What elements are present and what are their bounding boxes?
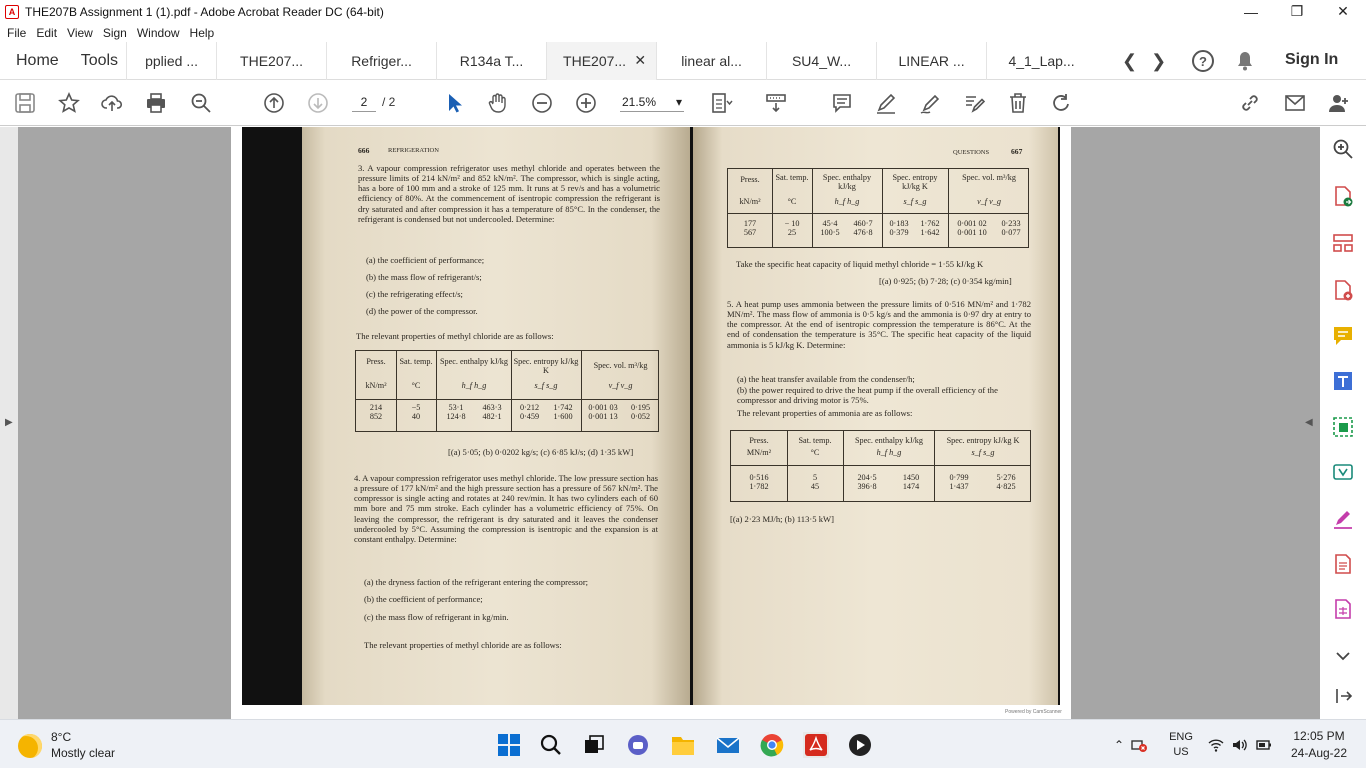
page-number: 667 <box>1011 147 1023 156</box>
save-icon[interactable] <box>13 91 37 115</box>
table-cell: 177 567 <box>743 219 757 238</box>
input-region[interactable]: US <box>1173 745 1189 758</box>
right-tools-panel <box>1320 127 1366 719</box>
tab-document[interactable] <box>656 42 766 80</box>
search-icon[interactable] <box>538 732 564 758</box>
page-number: 666 <box>358 146 370 155</box>
header-cell: s_f s_g <box>903 197 927 206</box>
table-cell: 0·001 03 0·001 13 <box>588 403 618 422</box>
table-cell: 460·7 476·8 <box>853 219 873 238</box>
clock-time[interactable]: 12:05 PM <box>1293 729 1345 744</box>
scroll-mode-icon[interactable] <box>764 91 788 115</box>
properties-caption: The relevant properties of methyl chloride are as follows: <box>356 331 554 341</box>
mail-icon[interactable] <box>715 732 741 758</box>
collapse-right-icon[interactable]: ◀ <box>1305 417 1313 428</box>
tab-label: Refriger... <box>351 52 412 69</box>
tab-document[interactable] <box>326 42 436 80</box>
acrobat-taskbar-icon[interactable] <box>803 732 829 758</box>
menu-file[interactable]: File <box>7 25 27 40</box>
tab-label: THE207... <box>240 52 304 69</box>
tab-label: 4_1_Lap... <box>1008 52 1075 69</box>
draw-icon[interactable] <box>918 91 942 115</box>
prev-page-icon[interactable] <box>262 91 286 115</box>
network-error-icon[interactable] <box>1130 737 1148 753</box>
tab-document-active[interactable] <box>546 42 656 80</box>
title-bar <box>0 0 1366 23</box>
email-icon[interactable] <box>1283 91 1307 115</box>
table-cell: 53·1 124·8 <box>446 403 466 422</box>
table-cell: 214 852 <box>369 403 383 422</box>
chevron-up-icon[interactable]: ⌃ <box>1114 737 1125 752</box>
table-cell: 204·5 396·8 <box>857 473 877 492</box>
add-user-icon[interactable] <box>1327 91 1351 115</box>
page-number-input[interactable]: 2 <box>352 92 376 112</box>
table-cell: 463·3 482·1 <box>482 403 502 422</box>
scan-ocr-icon[interactable] <box>1331 552 1355 576</box>
header-cell: °C <box>810 448 820 457</box>
properties-table <box>727 168 1029 248</box>
fit-page-icon[interactable] <box>710 91 734 115</box>
tab-bar <box>0 42 1366 80</box>
header-cell: Press. <box>749 436 769 445</box>
list-item: (b) the power required to drive the heat pump if the overall efficiency of the compressor and driving motor is 75%. <box>737 385 998 406</box>
clock-date[interactable]: 24-Aug-22 <box>1290 745 1348 760</box>
header-cell: Sat. temp. <box>775 173 809 182</box>
tab-label: linear al... <box>681 52 742 69</box>
tab-label: SU4_W... <box>791 52 852 69</box>
list-item: (b) the mass flow of refrigerant/s; <box>366 272 482 282</box>
hand-tool-icon[interactable] <box>486 91 510 115</box>
minimize-button[interactable]: — <box>1244 3 1258 20</box>
header-cell: °C <box>787 197 797 206</box>
teams-chat-icon[interactable] <box>625 732 651 758</box>
properties-caption: The relevant properties of ammonia are as follows: <box>737 408 913 418</box>
table-cell: 0·212 0·459 <box>519 403 540 422</box>
header-cell: Spec. entropy kJ/kg K <box>946 436 1020 445</box>
weather-description: Mostly clear <box>51 745 116 760</box>
note-text: Take the specific heat capacity of liquid methyl chloride = 1·55 kJ/kg K <box>736 259 984 269</box>
bookmark-star-icon[interactable] <box>57 91 81 115</box>
table-cell: 5·276 4·825 <box>996 473 1016 492</box>
tab-close-icon[interactable]: ✕ <box>634 52 647 68</box>
header-cell: s_f s_g <box>971 448 995 457</box>
header-cell: Press. <box>740 175 760 184</box>
highlight-pen-icon[interactable] <box>874 91 898 115</box>
header-cell: h_f h_g <box>461 381 487 390</box>
tab-document[interactable] <box>436 42 546 80</box>
tab-document[interactable] <box>876 42 986 80</box>
share-link-icon[interactable] <box>1238 91 1262 115</box>
zoom-value: 21.5% <box>622 94 657 109</box>
header-cell: kN/m² <box>739 197 761 206</box>
tab-label: pplied ... <box>145 52 199 69</box>
table-cell: 0·233 0·077 <box>1001 219 1021 238</box>
header-cell: h_f h_g <box>834 197 860 206</box>
export-pdf-icon[interactable] <box>1331 184 1355 208</box>
fill-sign-icon[interactable] <box>1331 507 1355 531</box>
compress-pdf-icon[interactable] <box>1331 415 1355 439</box>
zoom-out-icon[interactable] <box>530 91 554 115</box>
bell-icon[interactable] <box>1236 51 1254 71</box>
chrome-icon[interactable] <box>759 732 785 758</box>
wifi-icon[interactable] <box>1208 738 1224 752</box>
camscanner-watermark: Powered by CamScanner <box>1005 709 1062 715</box>
tools-link[interactable]: Tools <box>80 51 119 69</box>
zoom-level-select[interactable] <box>620 92 684 112</box>
header-cell: Spec. enthalpy kJ/kg <box>822 173 872 192</box>
properties-table <box>355 350 659 432</box>
tab-document[interactable] <box>766 42 876 80</box>
table-cell: 0·001 02 0·001 10 <box>957 219 987 238</box>
question-5: 5. A heat pump uses ammonia between the pressure limits of 0·516 MN/m² and 1·782 MN/m². The mass flow of ammonia is 0·5 kg/s and the ammonia is 0·97 dry at entry to the compressor. At the end of isentropic compression the temperature is 86°C. At the end of condensation the temperature is 35°C. The specific heat capacity of the liquid ammonia is 5 kJ/kg K. Determine: <box>727 299 1031 350</box>
table-cell: 1·762 1·642 <box>920 219 940 238</box>
header-cell: s_f s_g <box>534 381 558 390</box>
expand-left-icon[interactable]: ▶ <box>5 417 13 428</box>
media-player-icon[interactable] <box>847 732 873 758</box>
comment-icon[interactable] <box>1331 324 1355 348</box>
header-cell: Spec. enthalpy kJ/kg <box>440 357 508 366</box>
book-page-left <box>302 127 690 705</box>
acrobat-icon: A <box>5 5 19 19</box>
properties-table <box>730 430 1031 502</box>
header-cell: Press. <box>366 357 386 366</box>
sign-in-button[interactable]: Sign In <box>1285 51 1339 68</box>
print-icon[interactable] <box>144 91 168 115</box>
zoom-icon[interactable] <box>1331 137 1355 161</box>
header-cell: Spec. enthalpy kJ/kg <box>855 436 923 445</box>
next-page-icon[interactable] <box>306 91 330 115</box>
edit-pdf-icon[interactable] <box>1331 369 1355 393</box>
header-cell: Spec. vol. m³/kg <box>593 361 648 370</box>
tab-document[interactable] <box>126 42 216 80</box>
header-cell: kN/m² <box>365 381 387 390</box>
answer-text: [(a) 5·05; (b) 0·0202 kg/s; (c) 6·85 kJ/s; (d) 1·35 kW] <box>448 447 634 457</box>
header-cell: °C <box>411 381 421 390</box>
table-cell: 1450 1474 <box>902 473 920 492</box>
list-item: (d) the power of the compressor. <box>366 306 478 316</box>
table-cell: − 10 25 <box>784 219 800 238</box>
header-cell: Spec. entropy kJ/kg K <box>513 357 579 376</box>
properties-caption: The relevant properties of methyl chloride are as follows: <box>364 640 562 650</box>
header-cell: v_f v_g <box>977 197 1001 206</box>
tab-label: THE207... <box>563 52 627 69</box>
menu-help[interactable]: Help <box>189 25 215 40</box>
menu-edit[interactable]: Edit <box>36 25 58 40</box>
tab-next-icon[interactable]: ❯ <box>1151 50 1167 71</box>
select-cursor-icon[interactable] <box>442 91 466 115</box>
temperature: 8°C <box>51 730 72 744</box>
tab-prev-icon[interactable]: ❮ <box>1122 50 1138 71</box>
header-cell: h_f h_g <box>876 448 902 457</box>
comment-icon[interactable] <box>830 91 854 115</box>
book-page-right <box>693 127 1058 705</box>
home-link[interactable]: Home <box>16 51 59 69</box>
question-4: 4. A vapour compression refrigerator uses methyl chloride. The low pressure section has a pressure of 177 kN/m² and the high pressure section has a pressure of 567 kN/m². The compressor is single acting and rotates at 240 rev/min. It has two cylinders each of 60 mm bore and 75 mm stroke. Each cylinder has a volumetric efficiency of 75%. On leaving the compressor, the refrigerant is dry saturated and it leaves the condenser undercooled by 5°C. Assuming the compression is isentropic and the expansion is at constant enthalpy. Determine: <box>354 473 658 544</box>
chevron-down-icon[interactable] <box>1331 644 1355 668</box>
weather-widget[interactable] <box>18 730 115 761</box>
tab-document[interactable] <box>986 42 1096 80</box>
input-language[interactable]: ENG <box>1169 730 1193 743</box>
create-pdf-icon[interactable] <box>1331 278 1355 302</box>
tab-label: R134a T... <box>459 52 524 69</box>
table-cell: 0·799 1·437 <box>949 473 969 492</box>
taskbar <box>0 719 1366 768</box>
table-cell: 0·183 0·379 <box>889 219 909 238</box>
running-head: QUESTIONS <box>953 149 990 156</box>
list-item: (c) the refrigerating effect/s; <box>366 289 463 299</box>
tab-label: LINEAR ... <box>898 52 965 69</box>
table-cell: 45·4 100·5 <box>820 219 840 238</box>
list-item: (a) the coefficient of performance; <box>366 255 485 265</box>
help-icon[interactable]: ? <box>1192 50 1214 72</box>
combine-files-icon[interactable] <box>1331 460 1355 484</box>
chevron-down-icon: ▾ <box>675 94 682 109</box>
header-cell: MN/m² <box>746 448 772 457</box>
list-item: (b) the coefficient of performance; <box>364 594 483 604</box>
undo-rotate-icon[interactable] <box>1050 91 1074 115</box>
header-cell: Sat. temp. <box>798 436 832 445</box>
left-panel-toggle[interactable] <box>0 127 18 719</box>
menu-bar <box>0 23 1366 42</box>
upload-cloud-icon[interactable] <box>100 91 124 115</box>
list-item: (a) the heat transfer available from the condenser/h; <box>737 374 915 384</box>
volume-icon[interactable] <box>1232 738 1248 752</box>
question-3: 3. A vapour compression refrigerator uses methyl chloride and operates between the pressure limits of 214 kN/m² and 852 kN/m². The compressor, which is single acting, has a bore of 100 mm and a stroke of 125 mm. It runs at 5 rev/s and has a volumetric efficiency of 80%. At the commencement of isentropic compression the refrigerant is dry saturated and after compression it has a temperature of 85°C. In the condenser, the refrigerant is condensed but not undercooled. Determine: <box>358 163 660 224</box>
toolbar <box>0 80 1366 126</box>
header-cell: Spec. entropy kJ/kg K <box>892 173 938 192</box>
header-cell: Spec. vol. m³/kg <box>962 173 1016 182</box>
header-cell: Sat. temp. <box>399 357 433 366</box>
menu-sign[interactable]: Sign <box>102 25 127 40</box>
table-cell: −5 40 <box>411 403 421 422</box>
collapse-panel-icon[interactable] <box>1331 684 1355 708</box>
running-head: REFRIGERATION <box>388 147 439 154</box>
answer-text: [(a) 0·925; (b) 7·28; (c) 0·354 kg/min] <box>879 276 1012 286</box>
zoom-in-icon[interactable] <box>574 91 598 115</box>
list-item: (c) the mass flow of refrigerant in kg/min. <box>364 612 509 622</box>
page-total: / 2 <box>382 95 396 109</box>
menu-view[interactable]: View <box>67 25 93 40</box>
organize-pages-icon[interactable] <box>1331 231 1355 255</box>
table-cell: 5 45 <box>810 473 820 492</box>
window-title: THE207B Assignment 1 (1).pdf - Adobe Acrobat Reader DC (64-bit) <box>25 4 384 19</box>
close-button[interactable]: ✕ <box>1337 3 1349 19</box>
fill-sign-icon[interactable] <box>962 91 986 115</box>
weather-icon <box>18 734 42 758</box>
list-item: (a) the dryness faction of the refrigerant entering the compressor; <box>364 577 589 587</box>
table-cell: 0·516 1·782 <box>749 473 769 492</box>
battery-icon[interactable] <box>1256 738 1272 752</box>
delete-icon[interactable] <box>1006 91 1030 115</box>
task-view-icon[interactable] <box>581 732 607 758</box>
header-cell: v_f v_g <box>608 381 633 390</box>
table-cell: 1·742 1·600 <box>553 403 573 422</box>
tab-document[interactable] <box>216 42 326 80</box>
zoom-search-icon[interactable] <box>189 91 213 115</box>
table-cell: 0·195 0·052 <box>630 403 651 422</box>
restore-button[interactable]: ❐ <box>1290 3 1304 19</box>
more-tools-icon[interactable] <box>1331 597 1355 621</box>
answer-text: [(a) 2·23 MJ/h; (b) 113·5 kW] <box>730 514 834 524</box>
windows-start-icon[interactable] <box>496 732 522 758</box>
file-explorer-icon[interactable] <box>670 732 696 758</box>
menu-window[interactable]: Window <box>136 25 180 40</box>
